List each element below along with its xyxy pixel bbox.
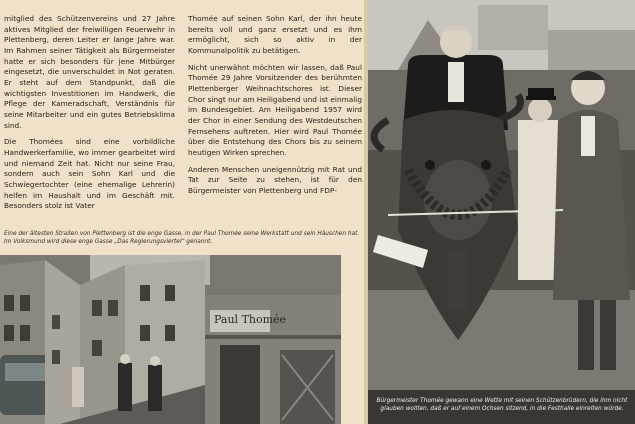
- shop-sign: Paul Thomée: [214, 313, 287, 326]
- paragraph: Nicht unerwähnt möchten wir lassen, daß Paul Thomée 29 Jahre Vorsitzender des berühmten Plettenberger Weihnachtschores ist. Dieser Chor singt nur am Heiligabend und ist einmalig im Bundesgebiet. Am Heiligabend 1957 wird der Chor in einer Sendung des Westdeutschen Fernsehens auftreten. Hier wird Paul Thomée über die Entstehung des Chors bis zu seinem heutigen Wirken sprechen.: [188, 62, 362, 157]
- text-column-left: [4, 14, 175, 218]
- text-column-right: [188, 14, 362, 203]
- paragraph: Thomée auf seinen Sohn Karl, der ihn heute bereits voll und ganz ersetzt und es ihm ermöglicht, sich so aktiv in der Kommunalpolitik zu betätigen.: [188, 14, 362, 55]
- paragraph: Die Thomées sind eine vorbildliche Handwerkerfamilie, wo immer gearbeitet wird und niemand Zeit hat. Nicht nur seine Frau, sondern auch sein Sohn Karl und die Schwiegertochter (eine ehemalige Lehrerin) helfen im Haushalt und im Geschäft mit. Besonders stolz ist Vater: [4, 137, 175, 211]
- street-photo: [0, 255, 341, 424]
- paragraph: Anderen Menschen uneigennützig mit Rat und Tat zur Seite zu stehen, ist für den Bürgermeister von Plettenberg und FDP-: [188, 164, 362, 195]
- ox-photo-caption: Bürgermeister Thomée gewann eine Wette mit seinen Schützenbrüdern, die ihm nicht glauben wollten, daß er auf einem Ochsen sitzend, in die Festhalle einreiten würde.: [376, 398, 628, 412]
- street-photo-caption: Eine der ältesten Straßen von Plettenberg ist die enge Gasse, in der Paul Thomée seine Werkstatt und sein Häuschen hat. Im Volksmund wird diese enge Gasse „Das Regierungsviertel“ genannt.: [4, 231, 360, 245]
- street-scene-illustration: [0, 255, 341, 424]
- mayor-on-ox-illustration: [368, 0, 635, 424]
- paragraph: mitglied des Schützenvereins und 27 Jahre aktives Mitglied der freiwilligen Feuerwehr in Plettenberg, deren Leiter er lange Jahre war. Im Rahmen seiner Tätigkeit als Bürgermeister hatte er sich besonders für jene Mitbürger eingesetzt, die unverschuldet in Not geraten. Er steht auf dem Standpunkt, daß die wichtigsten Investitionen im Handwerk, die Pflege der Kameradschaft, Verständnis für seine Mitarbeiter und ein gutes Betriebsklima sind.: [4, 14, 175, 130]
- ox-photo: [368, 0, 635, 424]
